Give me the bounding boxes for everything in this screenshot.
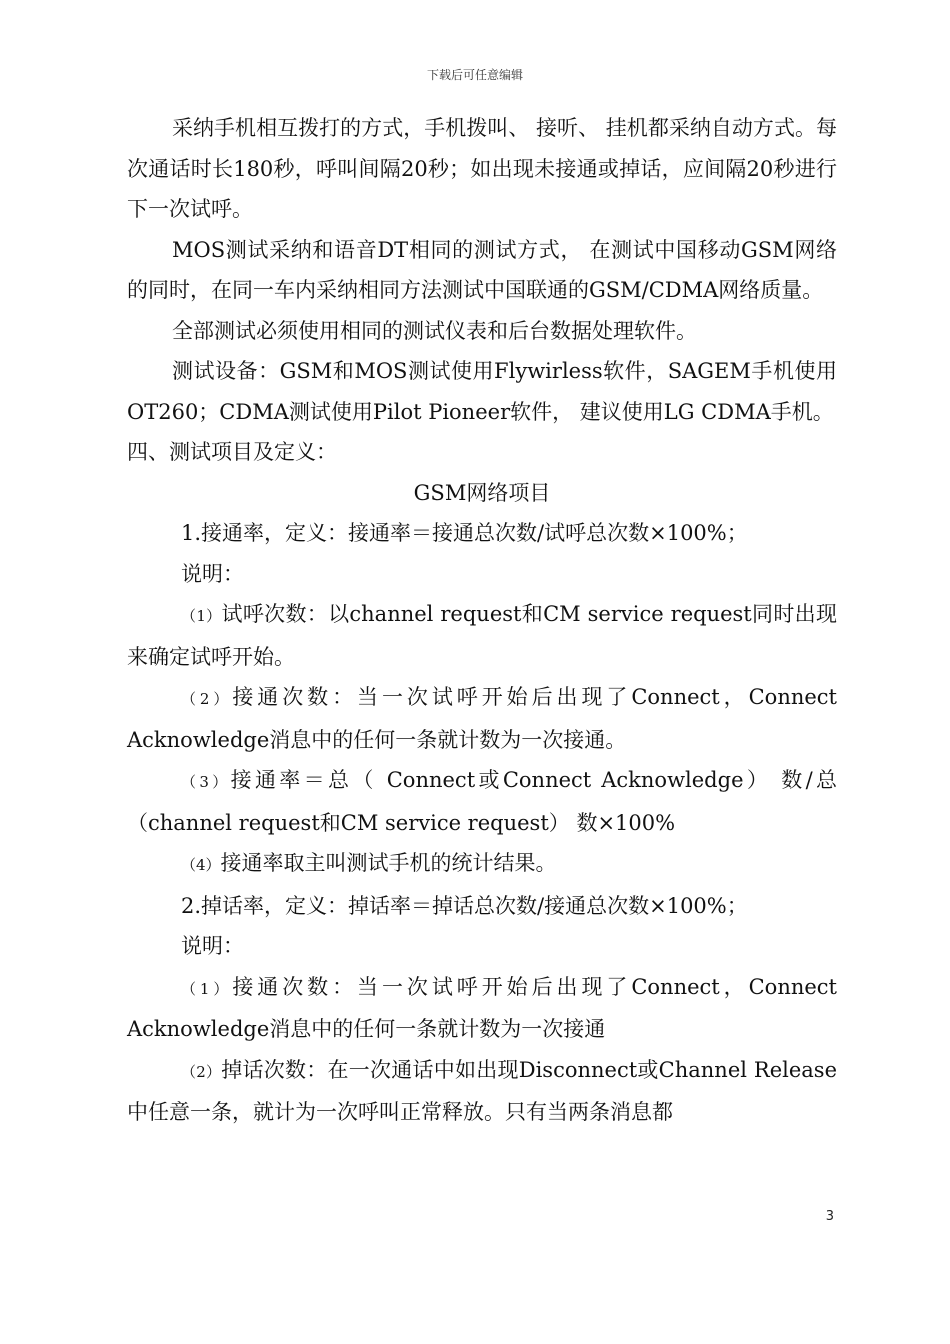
paragraph-mos-test: MOS测试采纳和语音DT相同的测试方式， 在测试中国移动GSM网络的同时，在同一车内采纳相同方法测试中国联通的GSM/CDMA网络质量。 <box>127 237 837 302</box>
list-number: （2） <box>181 1062 222 1081</box>
list-text: 试呼次数：以channel request和CM service request同时出现来确定试呼开始。 <box>127 602 838 669</box>
item2-note-2 <box>127 1050 837 1133</box>
item2-note-label: 说明： <box>181 934 244 958</box>
page-header: 下载后可任意编辑 <box>426 68 523 82</box>
list-text: 接通率＝总（ Connect或Connect Acknowledge） 数/总（channel request和CM service request） 数×100% <box>127 768 837 835</box>
page-number: 3 <box>825 1209 834 1224</box>
list-number: （1） <box>181 979 233 998</box>
item1-note-3 <box>127 760 837 843</box>
list-text: 掉话次数：在一次通话中如出现Disconnect或Channel Release中任意一条，就计为一次呼叫正常释放。只有当两条消息都 <box>127 1057 837 1124</box>
section-heading: 四、测试项目及定义： <box>127 440 337 464</box>
list-number: （3） <box>181 773 231 791</box>
gsm-section-title: GSM网络项目 <box>413 480 551 505</box>
list-text: 接通次数：当一次试呼开始后出现了Connect，Connect Acknowledge消息中的任何一条就计数为一次接通。 <box>127 685 837 752</box>
item1-definition: 1.接通率，定义：接通率＝接通总次数/试呼总次数×100%； <box>181 521 748 545</box>
item2-definition: 2.掉话率，定义：掉话率＝掉话总次数/接通总次数×100%； <box>181 893 748 918</box>
paragraph-test-equipment: 测试设备：GSM和MOS测试使用Flywirless软件，SAGEM手机使用OT260；CDMA测试使用Pilot Pioneer软件， 建议使用LG CDMA手机。 <box>127 359 837 424</box>
list-number: （4） <box>181 856 221 874</box>
list-text: 接通次数：当一次试呼开始后出现了Connect，Connect Acknowledge消息中的任何一条就计数为一次接通 <box>127 974 837 1041</box>
item1-note-label: 说明： <box>181 561 244 586</box>
list-number: （1） <box>181 607 222 625</box>
list-text: 接通率取主叫测试手机的统计结果。 <box>220 851 557 875</box>
item1-note-1 <box>127 594 837 677</box>
paragraph-call-method: 采纳手机相互拨打的方式，手机拨叫、 接听、 挂机都采纳自动方式。每次通话时长180秒，呼叫间隔20秒；如出现未接通或掉话，应间隔20秒进行下一次试呼。 <box>127 116 837 221</box>
item2-note-1 <box>127 967 837 1050</box>
item1-note-2 <box>127 677 837 760</box>
item1-note-4 <box>127 843 837 886</box>
paragraph-same-instruments: 全部测试必须使用相同的测试仪表和后台数据处理软件。 <box>172 318 697 343</box>
document-body <box>127 108 837 1133</box>
list-number: （2） <box>181 690 233 708</box>
